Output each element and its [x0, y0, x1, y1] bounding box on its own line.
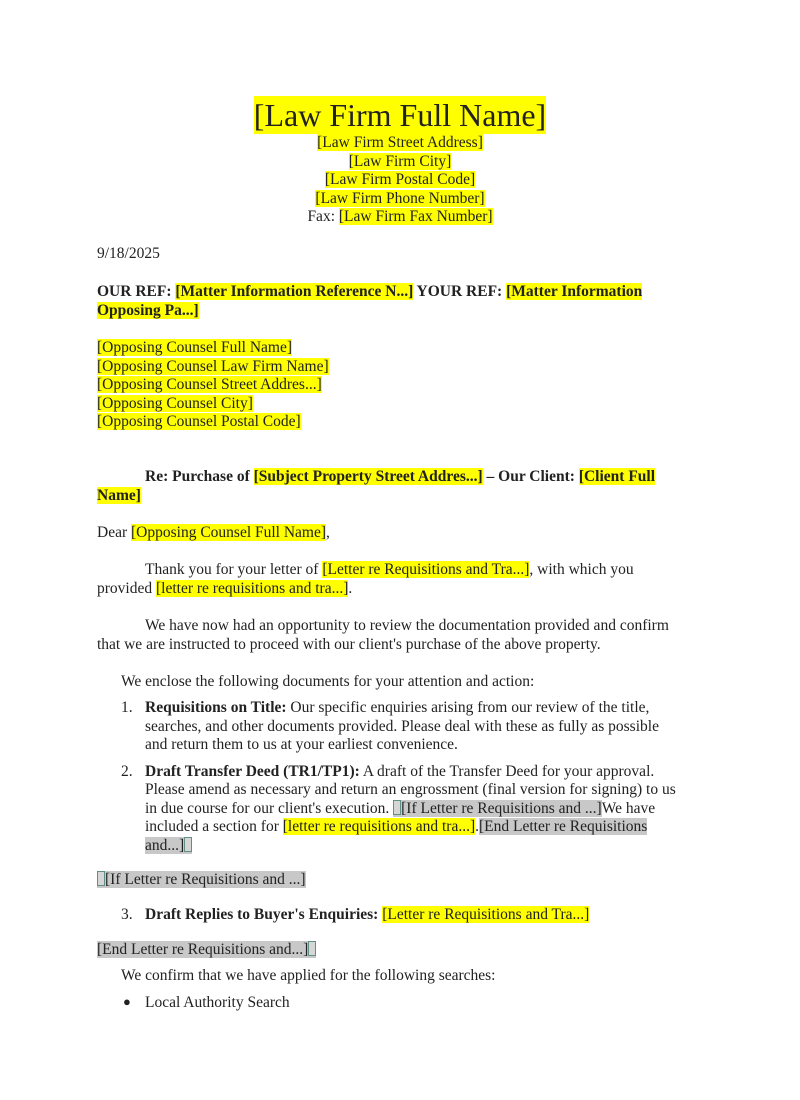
our-ref-value[interactable]: [Matter Information Reference N...]: [175, 283, 414, 300]
review-line-1: We have now had an opportunity to review the documentation provided and confirm: [145, 617, 669, 634]
provided-text: provided: [97, 579, 153, 597]
conditional-end[interactable]: [End Letter re Requisitions: [479, 818, 648, 835]
list-item: ● Local Authority Search: [123, 994, 290, 1011]
item-text: included a section for: [145, 818, 279, 835]
your-ref-value[interactable]: [Matter Information: [506, 283, 643, 300]
searches-list: [97, 994, 697, 1013]
item-title: Requisitions on Title:: [145, 699, 287, 716]
recipient-firm[interactable]: [Opposing Counsel Law Firm Name]: [97, 357, 329, 375]
recipient-street[interactable]: [Opposing Counsel Street Addres...]: [97, 376, 322, 393]
references: [97, 283, 697, 320]
list-item: [97, 699, 697, 755]
documents-list-cont: [97, 906, 697, 925]
field-marker-icon: [393, 800, 401, 815]
firm-fax[interactable]: [Law Firm Fax Number]: [338, 208, 493, 225]
review-line-2: that we are instructed to proceed with our client's purchase of the above property.: [97, 635, 601, 653]
item-text: searches, and other documents provided. Please deal with these as fully as possible: [145, 717, 659, 735]
item-text: Please amend as necessary and return an engrossment (final version for signing) to us: [145, 781, 676, 798]
firm-phone[interactable]: [Law Firm Phone Number]: [315, 189, 485, 207]
thanks-text: Thank you for your letter of: [145, 561, 319, 578]
recipient-name[interactable]: [Opposing Counsel Full Name]: [97, 339, 293, 356]
salutation: [97, 524, 697, 543]
firm-postal[interactable]: [Law Firm Postal Code]: [324, 171, 476, 188]
letter-date: 9/18/2025: [97, 245, 160, 262]
your-ref-value-cont[interactable]: Opposing Pa...]: [97, 301, 199, 319]
conditional-start[interactable]: [If Letter re Requisitions and ...]: [97, 871, 306, 888]
searches-intro: We confirm that we have applied for the following searches:: [121, 967, 496, 984]
recipient-address: [97, 339, 697, 432]
item-title: Draft Replies to Buyer's Enquiries:: [145, 906, 379, 923]
thanks-text-2: , with which you: [529, 561, 634, 578]
item-text: A draft of the Transfer Deed for your approval.: [362, 762, 655, 780]
recipient-city[interactable]: [Opposing Counsel City]: [97, 394, 253, 412]
item-title: Draft Transfer Deed (TR1/TP1):: [145, 762, 360, 780]
re-property[interactable]: [Subject Property Street Addres...]: [253, 468, 483, 485]
letter-date-field[interactable]: [Letter re Requisitions and Tra...]: [322, 561, 530, 578]
recipient-postal[interactable]: [Opposing Counsel Postal Code]: [97, 413, 301, 430]
item-text: We have: [601, 799, 656, 817]
documents-list: [97, 699, 697, 855]
firm-name[interactable]: [Law Firm Full Name]: [253, 97, 547, 133]
paragraph-thanks: [97, 561, 697, 598]
enclose-intro: We enclose the following documents for your attention and action:: [121, 673, 535, 690]
item-text: .: [475, 818, 479, 835]
re-prefix: Re: Purchase of: [145, 468, 250, 485]
replies-field[interactable]: [Letter re Requisitions and Tra...]: [382, 906, 590, 923]
our-ref-label: OUR REF:: [97, 283, 172, 300]
paragraph-review: [97, 617, 697, 654]
conditional-block-start: [97, 871, 697, 890]
item-text: in due course for our client's execution.: [145, 799, 390, 817]
field-marker-icon: [308, 941, 316, 956]
bullet-icon: ●: [123, 994, 131, 1009]
list-item: [97, 906, 697, 925]
list-item: [97, 763, 697, 856]
thanks-period: .: [348, 579, 353, 597]
re-client-cont[interactable]: Name]: [97, 486, 141, 504]
provided-field[interactable]: [letter re requisitions and tra...]: [155, 579, 349, 597]
firm-city[interactable]: [Law Firm City]: [348, 152, 452, 170]
salutation-name[interactable]: [Opposing Counsel Full Name]: [131, 524, 327, 541]
re-middle: – Our Client:: [486, 468, 575, 485]
item-number: 1.: [121, 699, 133, 716]
salutation-comma: ,: [326, 524, 330, 541]
letterhead: [0, 96, 800, 227]
re-client[interactable]: [Client Full: [578, 468, 656, 485]
item-text: and return them to us at your earliest convenience.: [145, 736, 458, 753]
re-line: [97, 468, 697, 505]
your-ref-label: YOUR REF:: [416, 283, 503, 300]
dear-word: Dear: [97, 524, 128, 541]
conditional-end[interactable]: [End Letter re Requisitions and...]: [97, 941, 316, 958]
conditional-end-cont[interactable]: and...]: [145, 837, 192, 854]
field-marker-icon: [97, 871, 105, 886]
firm-street[interactable]: [Law Firm Street Address]: [317, 134, 483, 151]
item-number: 2.: [121, 762, 133, 780]
conditional-start[interactable]: [If Letter re Requisitions and ...]: [393, 800, 602, 817]
item-text: Our specific enquiries arising from our review of the title,: [290, 699, 650, 716]
conditional-block-end: [97, 941, 697, 960]
fax-label: Fax:: [307, 208, 335, 225]
field-marker-icon: [184, 837, 192, 852]
section-field[interactable]: [letter re requisitions and tra...]: [282, 818, 476, 835]
item-number: 3.: [121, 906, 133, 923]
